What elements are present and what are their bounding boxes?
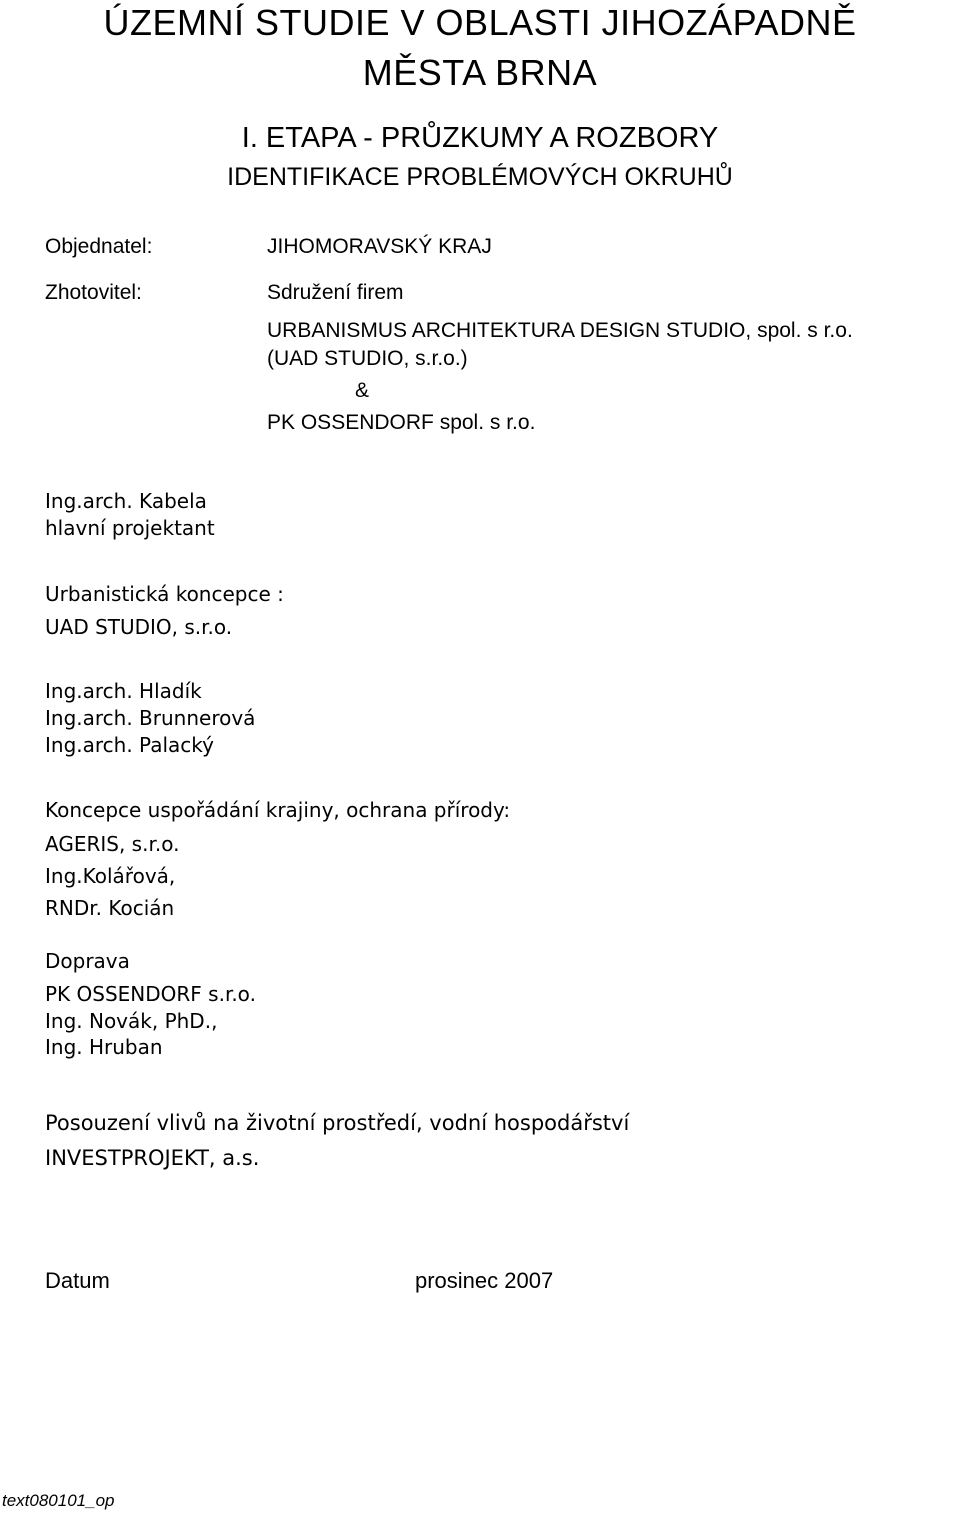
landscape-person: Ing.Kolářová, [45,864,176,888]
environment-heading: Posouzení vlivů na životní prostředí, vodní hospodářství [45,1111,630,1135]
urban-concept-person: Ing.arch. Palacký [45,733,214,757]
urban-concept-person: Ing.arch. Hladík [45,679,202,703]
transport-person: Ing. Hruban [45,1035,163,1059]
title-line-2: MĚSTA BRNA [362,52,598,93]
contractor-association: Sdružení firem [267,281,404,304]
contractor-firm1-line1: URBANISMUS ARCHITEKTURA DESIGN STUDIO, spol. s r.o. [267,319,853,342]
landscape-person: RNDr. Kocián [45,896,175,920]
chief-name: Ing.arch. Kabela [45,489,207,513]
transport-heading: Doprava [45,949,130,973]
footer-code: text080101_op [2,1491,115,1510]
urban-concept-firm: UAD STUDIO, s.r.o. [45,615,233,639]
title-line-1: ÚZEMNÍ STUDIE V OBLASTI JIHOZÁPADNĚ [103,2,857,43]
urban-concept-person: Ing.arch. Brunnerová [45,706,256,730]
chief-role: hlavní projektant [45,516,215,540]
transport-firm: PK OSSENDORF s.r.o. [45,982,256,1006]
landscape-heading: Koncepce uspořádání krajiny, ochrana přírody: [45,798,511,822]
client-label: Objednatel: [45,235,153,258]
contractor-ampersand: & [355,379,370,402]
client-value: JIHOMORAVSKÝ KRAJ [267,235,492,258]
stage-heading: I. ETAPA - PRŮZKUMY A ROZBORY [241,122,719,154]
date-label: Datum [45,1268,110,1293]
contractor-firm1-line2: (UAD STUDIO, s.r.o.) [267,347,468,370]
landscape-firm: AGERIS, s.r.o. [45,832,180,856]
contractor-label: Zhotovitel: [45,281,142,304]
environment-firm: INVESTPROJEKT, a.s. [45,1146,260,1170]
date-value: prosinec 2007 [415,1268,554,1293]
urban-concept-heading: Urbanistická koncepce : [45,582,284,606]
contractor-firm2: PK OSSENDORF spol. s r.o. [267,411,536,434]
transport-person: Ing. Novák, PhD., [45,1009,218,1033]
stage-subheading: IDENTIFIKACE PROBLÉMOVÝCH OKRUHŮ [227,163,733,191]
